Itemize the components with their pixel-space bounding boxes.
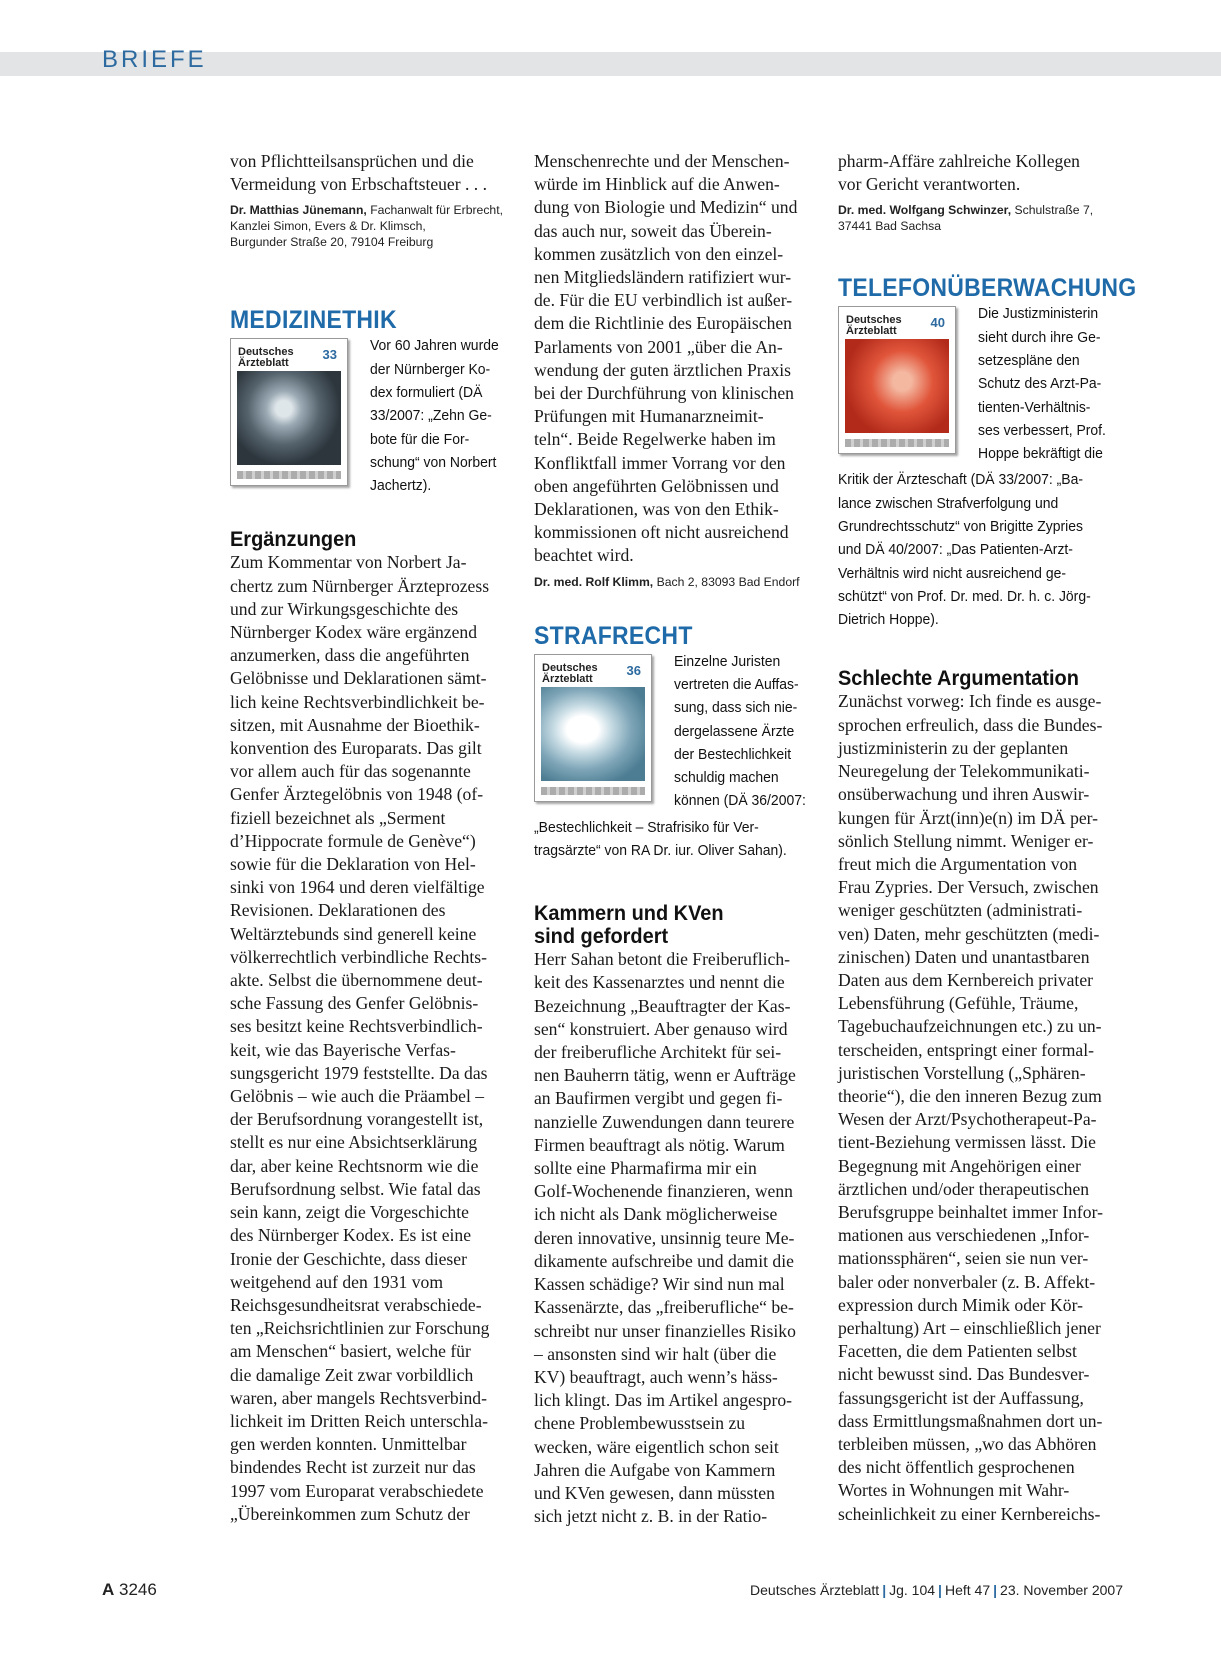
letter-body-text: Zum Kommentar von Norbert Ja- chertz zum Nürnberger Ärzteprozess und zur Wirkungsgeschichte des Nürnberger Kodex wäre ergänzend anzumerken, dass die angeführten Gelöbnisse und Deklarationen sämt- lich keine Rechtsverbindlichkeit be- sitzen, mit Ausnahme der Bioethik- konvention des Europarats. Das gilt vor allem auch für das sogenannte Genfer Ärztegelöbnis von 1948 (of- fiziell bezeichnet als „Serment d’Hippocrate formule de Genève“) sowie für die Deklaration von Hel- sinki von 1964 und deren vielfältige Revisionen. Deklarationen des Weltärztebunds sind generell keine völkerrechtlich verbindliche Rechts- akte. Selbst die übernommene deut- sche Fassung des Genfer Gelöbnis- ses besitzt keine Rechtsverbindlich- keit, wie das Bayerische Verfas- sungsgericht 1979 feststellte. Da das Gelöbnis – wie auch die Präambel – der Berufsordnung vorangestellt ist, stellt es nur eine Absichtserklärung dar, aber keine Rechtsnorm wie die Berufsordnung selbst. Wie fatal das sein kann, zeigt die Vorgeschichte des Nürnberger Kodex. Es ist eine Ironie der Geschichte, dass dieser weitgehend auf den 1931 vom Reichsgesundheitsrat verabschiede- ten „Reichsrichtlinien zur Forschung am Menschen“ basiert, welche für die damalige Zeit zwar vorbildlich waren, aber mangels Rechtsverbind- lichkeit im Dritten Reich unterschla- gen werden konnten. Unmittelbar bindendes Recht ist zurzeit nur das 1997 vom Europarat verabschiedete „Übereinkommen zum Schutz der — [230, 552, 490, 1524]
letter-body-text: Zunächst vorweg: Ich finde es ausge- sprochen erfreulich, dass die Bundes- justizministerin zu der geplanten Neuregelung der Telekommunikati- onsüberwachung und ihren Auswir- kungen für Ärzt(inn)e(n) im DÄ per- sönlich Stellung nimmt. Weniger er- freut mich die Argumentation von Frau Zypries. Der Versuch, zwischen weniger geschützten (administrati- ven) Daten, mehr geschützten (medi- zinischen) Daten und unantastbaren Daten aus dem Kernbereich privater Lebensführung (Gefühle, Träume, Tagebuchaufzeichnungen etc.) zu un- terscheiden, entspringt einer formal- juristischen Vorstellung („Sphären- theorie“), die den inneren Bezug zum Wesen der Arzt/Psychotherapeut-Pa- tient-Beziehung vermissen lässt. Die Begegnung mit Angehörigen einer ärztlichen und/oder therapeutischen Berufsgruppe beinhaltet immer Infor- mationen aus verschiedenen „Infor- mationssphären“, seien sie nun ver- baler oder nonverbaler (z. B. Affekt- expression durch Mimik oder Kör- perhaltung) Art – einschließlich jener Facetten, die dem Patienten selbst nicht bewusst sind. Das Bundesver- fassungsgericht ist der Auffassung, dass Ermittlungsmaßnahmen dort un- terbleiben müssen, „wo das Abhören des nicht öffentlich gesprochenen Wortes in Wohnungen mit Wahr- scheinlichkeit zu einer Kernbereichs- — [838, 691, 1103, 1524]
cover-illustration — [541, 687, 645, 781]
magazine-cover-40: Deutsches Ärzteblatt 40 — [838, 306, 956, 454]
teaser-text-continued: Kritik der Ärzteschaft (DÄ 33/2007: „Ba- lance zwischen Strafverfolgung und Grundrechtsschutz“ von Brigitte Zypries und DÄ 40/2007: „Das Patienten-Arzt- Verhältnis wird nicht ausreichend ge- schützt“ von Prof. Dr. med. Dr. h. c. Jörg- Dietrich Hoppe). — [838, 471, 1091, 629]
topic-heading-strafrecht: STRAFRECHT — [534, 621, 693, 650]
letter-signature: Dr. med. Wolfgang Schwinzer, Schulstraße 7, 37441 Bad Sachsa — [838, 203, 1094, 234]
section-label: BRIEFE — [102, 46, 207, 73]
teaser-text-continued: „Bestechlichkeit – Strafrisiko für Ver- tragsärzte“ von RA Dr. iur. Oliver Sahan). — [534, 818, 787, 859]
letter-headline-schlechte-argumentation: Schlechte Argumentation — [838, 667, 1079, 691]
column-3 — [838, 150, 1137, 1526]
publication-footer: Deutsches Ärzteblatt | Jg. 104 | Heft 47 | 23. November 2007 — [750, 1582, 1123, 1598]
teaser-strafrecht — [534, 654, 816, 816]
letter-headline-kammern: Kammern und KVen sind gefordert — [534, 902, 724, 949]
magazine-cover-33: Deutsches Ärzteblatt 33 — [230, 338, 348, 486]
letter-signature: Dr. Matthias Jünemann, Fachanwalt für Erbrecht, Kanzlei Simon, Evers & Dr. Klimsch, Burgunder Straße 20, 79104 Freiburg — [230, 203, 503, 250]
teaser-medizinethik — [230, 337, 512, 495]
letter-signature: Dr. med. Rolf Klimm, Bach 2, 83093 Bad Endorf — [534, 574, 800, 589]
letter-end-text: von Pflichtteilsansprüchen und die Vermeidung von Erbschaftsteuer . . . — [230, 151, 487, 195]
letter-headline-ergaenzungen: Ergänzungen — [230, 528, 357, 552]
page-number: A 3246 — [102, 1580, 157, 1599]
letter-end-text: pharm-Affäre zahlreiche Kollegen vor Gericht verantworten. — [838, 151, 1080, 195]
column-1 — [230, 150, 512, 1526]
teaser-text: Die Justizministerin sieht durch ihre Ge- setzespläne den Schutz des Arzt-Pa- tienten-Verhältnis- ses verbessert, Prof. Hoppe bekräftigt die — [978, 305, 1106, 463]
column-2 — [534, 150, 816, 1528]
cover-illustration — [845, 339, 949, 433]
teaser-text: Vor 60 Jahren wurde der Nürnberger Ko- dex formuliert (DÄ 33/2007: „Zehn Ge- bote für die For- schung“ von Norbert Jachertz). — [370, 337, 499, 495]
topic-heading-medizinethik: MEDIZINETHIK — [230, 306, 397, 335]
topic-heading-telefonueberwachung: TELEFONÜBERWACHUNG — [838, 274, 1137, 303]
teaser-telefonueberwachung — [838, 306, 1126, 468]
magazine-cover-36: Deutsches Ärzteblatt 36 — [534, 654, 652, 802]
cover-illustration — [237, 371, 341, 465]
letter-body-text: Menschenrechte und der Menschen- würde im Hinblick auf die Anwen- dung von Biologie und Medizin“ und das auch nur, soweit das Überein- kommen zusätzlich von den einzel- nen Mitgliedsländern ratifiziert wur- de. Für die EU verbindlich ist außer- dem die Richtlinie des Europäischen Parlaments von 2001 „über die An- wendung der guten ärztlichen Praxis bei der Durchführung von klinischen Prüfungen mit Humanarzneimit- teln“. Beide Regelwerke haben im Konfliktfall immer Vorrang vor den oben angeführten Gelöbnissen und Deklarationen, was von den Ethik- kommissionen oft nicht ausreichend beachtet wird. — [534, 151, 798, 566]
letter-body-text: Herr Sahan betont die Freiberuflich- keit des Kassenarztes und nennt die Bezeichnung „Beauftragter der Kas- sen“ konstruiert. Aber genauso wird der freiberufliche Architekt für sei- nen Bauherrn tätig, wenn er Aufträge an Baufirmen vergibt und gegen fi- nanzielle Zuwendungen dann teurere Firmen beauftragt als nötig. Warum sollte eine Pharmafirma mir ein Golf-Wochenende finanzieren, wenn ich nicht als Dank möglicherweise deren innovative, unsinnig teure Me- dikamente aufschreibe und damit die Kassen schädige? Wir sind nun mal Kassenärzte, das „freiberufliche“ be- schreibt nur unser finanzielles Risiko – ansonsten sind wir halt (über die KV) beauftragt, auch wenn’s häss- lich klingt. Das im Artikel angespro- chene Problembewusstsein zu wecken, wäre eigentlich schon seit Jahren die Aufgabe von Kammern und KVen gewesen, dann müssten sich jetzt nicht z. B. in der Ratio- — [534, 949, 796, 1527]
teaser-text: Einzelne Juristen vertreten die Auffas- sung, dass sich nie- dergelassene Ärzte der Bestechlichkeit schuldig machen können (DÄ 36/2007: — [674, 652, 806, 810]
